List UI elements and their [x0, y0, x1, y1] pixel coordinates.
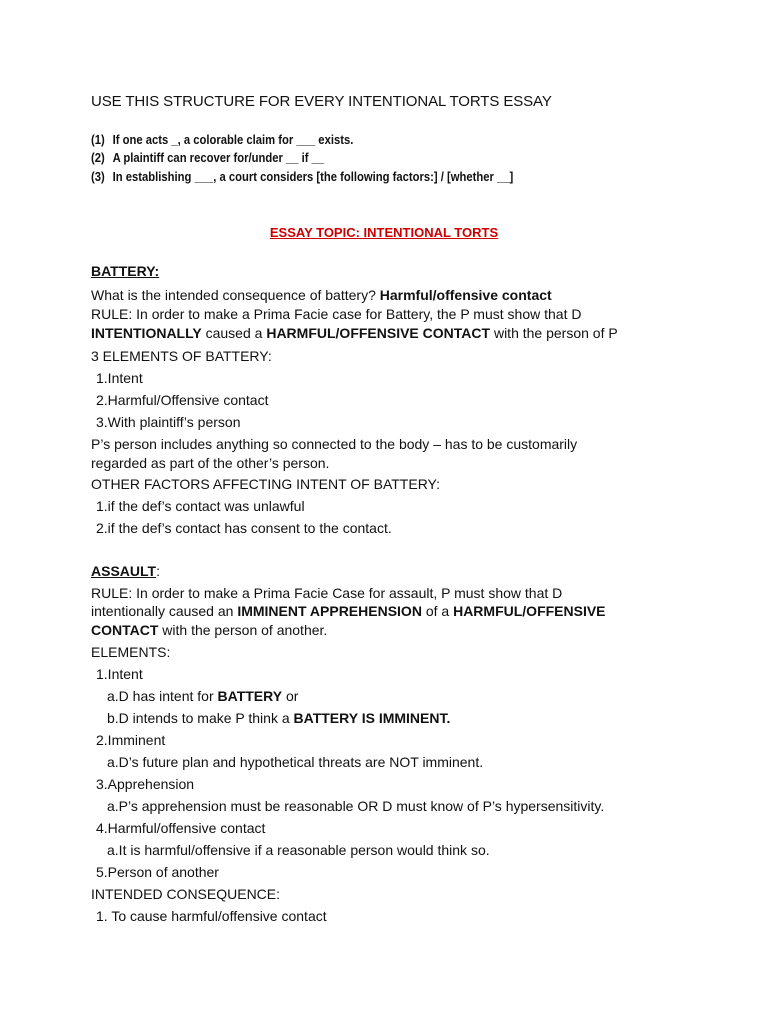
battery-rule-contact: HARMFUL/OFFENSIVE CONTACT	[266, 325, 491, 341]
assault-sub-text: or	[282, 688, 299, 704]
assault-rule-contact: CONTACT	[91, 622, 159, 638]
battery-question-answer: Harmful/offensive contact	[379, 287, 552, 303]
battery-person-line-2: regarded as part of the other’s person.	[91, 455, 330, 471]
structure-number: (1)	[91, 133, 105, 147]
assault-elements-heading: ELEMENTS:	[91, 644, 171, 660]
structure-text: In establishing ___, a court considers [the following factors:] / [whether __]	[112, 170, 514, 184]
structure-number: (3)	[91, 170, 105, 184]
battery-element: 2.Harmful/Offensive contact	[96, 392, 269, 408]
structure-text: A plaintiff can recover for/under __ if __	[112, 151, 325, 165]
assault-rule-line-3	[91, 622, 327, 638]
assault-heading-line	[91, 563, 160, 579]
assault-rule-text: with the person of another.	[158, 622, 328, 638]
assault-heading-colon: :	[156, 563, 160, 579]
battery-rule-line-2	[91, 325, 618, 341]
assault-element: 2.Imminent	[96, 732, 166, 748]
assault-consequence-heading: INTENDED CONSEQUENCE:	[91, 886, 281, 902]
assault-sub-bold: BATTERY	[217, 688, 283, 704]
structure-heading: USE THIS STRUCTURE FOR EVERY INTENTIONAL TORTS ESSAY	[91, 93, 552, 110]
assault-rule-text: of a	[421, 603, 454, 619]
essay-topic-title: ESSAY TOPIC: INTENTIONAL TORTS	[269, 225, 499, 240]
battery-rule-line-1: RULE: In order to make a Prima Facie case for Battery, the P must show that D	[91, 306, 582, 322]
battery-factors-heading: OTHER FACTORS AFFECTING INTENT OF BATTERY:	[91, 476, 441, 492]
assault-sub-element	[107, 710, 450, 726]
battery-factor: 1.if the def’s contact was unlawful	[96, 498, 305, 514]
assault-sub-bold: BATTERY IS IMMINENT.	[293, 710, 451, 726]
battery-factor: 2.if the def’s contact has consent to the contact.	[96, 520, 392, 536]
assault-rule-line-2	[91, 603, 606, 619]
assault-sub-element: a.It is harmful/offensive if a reasonable person would think so.	[107, 842, 490, 858]
assault-sub-element: a.D’s future plan and hypothetical threats are NOT imminent.	[107, 754, 484, 770]
battery-element: 3.With plaintiff’s person	[96, 414, 241, 430]
assault-sub-element: a.P’s apprehension must be reasonable OR D must know of P’s hypersensitivity.	[107, 798, 605, 814]
assault-sub-text: b.D intends to make P think a	[107, 710, 294, 726]
structure-item	[91, 133, 353, 147]
assault-sub-element	[107, 688, 298, 704]
assault-rule-text: intentionally caused an	[91, 603, 238, 619]
battery-rule-intentionally: INTENTIONALLY	[91, 325, 202, 341]
battery-element: 1.Intent	[96, 370, 143, 386]
structure-item	[91, 151, 324, 165]
assault-element: 5.Person of another	[96, 864, 219, 880]
battery-elements-heading: 3 ELEMENTS OF BATTERY:	[91, 348, 272, 364]
assault-rule-line-1: RULE: In order to make a Prima Facie Case for assault, P must show that D	[91, 585, 563, 601]
assault-rule-harmful: HARMFUL/OFFENSIVE	[453, 603, 606, 619]
assault-element: 1.Intent	[96, 666, 143, 682]
battery-person-line-1: P’s person includes anything so connected to the body – has to be customarily	[91, 436, 578, 452]
battery-rule-text: caused a	[201, 325, 267, 341]
battery-question	[91, 287, 552, 303]
assault-element: 3.Apprehension	[96, 776, 195, 792]
battery-rule-text: with the person of P	[490, 325, 618, 341]
assault-sub-text: a.D has intent for	[107, 688, 218, 704]
assault-element: 4.Harmful/offensive contact	[96, 820, 266, 836]
structure-item	[91, 170, 513, 184]
assault-consequence-item: 1. To cause harmful/offensive contact	[96, 908, 327, 924]
structure-text: If one acts _, a colorable claim for ___ exists.	[112, 133, 354, 147]
assault-rule-apprehension: IMMINENT APPREHENSION	[237, 603, 422, 619]
assault-heading: ASSAULT	[91, 563, 157, 579]
structure-number: (2)	[91, 151, 105, 165]
battery-question-text: What is the intended consequence of battery?	[91, 287, 380, 303]
battery-heading: BATTERY:	[91, 263, 160, 279]
